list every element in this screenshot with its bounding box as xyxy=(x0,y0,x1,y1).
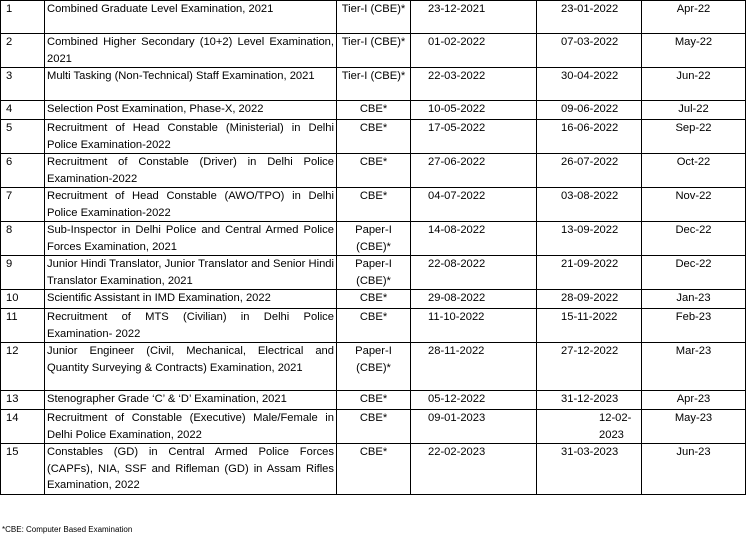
tier-cell: Paper-I (CBE)* xyxy=(337,222,411,256)
exam-name-cell: Recruitment of Head Constable (Ministerial) in Delhi Police Examination-2022 xyxy=(45,120,337,154)
closing-date-cell: 07-03-2022 xyxy=(537,34,642,68)
serial-number-cell: 4 xyxy=(1,101,45,120)
exam-month-cell: Apr-22 xyxy=(642,1,746,34)
notice-date-cell: 14-08-2022 xyxy=(411,222,537,256)
notice-date-cell: 05-12-2022 xyxy=(411,391,537,410)
notice-date-cell: 23-12-2021 xyxy=(411,1,537,34)
exam-month-cell: Sep-22 xyxy=(642,120,746,154)
notice-date-cell: 28-11-2022 xyxy=(411,343,537,391)
table-row xyxy=(1,68,746,101)
closing-date-cell: 30-04-2022 xyxy=(537,68,642,101)
serial-number-cell: 14 xyxy=(1,410,45,444)
exam-rows xyxy=(1,1,746,495)
exam-month-cell: Jun-23 xyxy=(642,444,746,495)
exam-name-cell: Junior Engineer (Civil, Mechanical, Electrical and Quantity Surveying & Contracts) Examination, 2021 xyxy=(45,343,337,391)
table-row xyxy=(1,154,746,188)
closing-date-cell: 28-09-2022 xyxy=(537,290,642,309)
closing-date-cell: 23-01-2022 xyxy=(537,1,642,34)
exam-name-cell: Selection Post Examination, Phase-X, 2022 xyxy=(45,101,337,120)
exam-month-cell: Jun-22 xyxy=(642,68,746,101)
closing-date-cell: 21-09-2022 xyxy=(537,256,642,290)
notice-date-cell: 04-07-2022 xyxy=(411,188,537,222)
exam-name-cell: Recruitment of MTS (Civilian) in Delhi Police Examination- 2022 xyxy=(45,309,337,343)
exam-month-cell: Apr-23 xyxy=(642,391,746,410)
exam-month-cell: Jul-22 xyxy=(642,101,746,120)
table-row xyxy=(1,34,746,68)
exam-name-cell: Combined Graduate Level Examination, 2021 xyxy=(45,1,337,34)
table-row xyxy=(1,101,746,120)
closing-date-cell: 16-06-2022 xyxy=(537,120,642,154)
exam-month-cell: May-22 xyxy=(642,34,746,68)
closing-date-cell: 31-03-2023 xyxy=(537,444,642,495)
exam-month-cell: Feb-23 xyxy=(642,309,746,343)
table-row xyxy=(1,290,746,309)
exam-name-cell: Scientific Assistant in IMD Examination, 2022 xyxy=(45,290,337,309)
serial-number-cell: 2 xyxy=(1,34,45,68)
tier-cell: CBE* xyxy=(337,410,411,444)
exam-name-cell: Stenographer Grade ‘C’ & ‘D’ Examination, 2021 xyxy=(45,391,337,410)
notice-date-cell: 22-08-2022 xyxy=(411,256,537,290)
exam-name-cell: Combined Higher Secondary (10+2) Level Examination, 2021 xyxy=(45,34,337,68)
exam-name-cell: Constables (GD) in Central Armed Police Forces (CAPFs), NIA, SSF and Rifleman (GD) in Assam Rifles Examination, 2022 xyxy=(45,444,337,495)
notice-date-cell: 01-02-2022 xyxy=(411,34,537,68)
notice-date-cell: 29-08-2022 xyxy=(411,290,537,309)
table-row xyxy=(1,444,746,495)
table-row xyxy=(1,343,746,391)
table-row xyxy=(1,188,746,222)
notice-date-cell: 17-05-2022 xyxy=(411,120,537,154)
serial-number-cell: 7 xyxy=(1,188,45,222)
notice-date-cell: 11-10-2022 xyxy=(411,309,537,343)
closing-date-cell: 31-12-2023 xyxy=(537,391,642,410)
tier-cell: Paper-I (CBE)* xyxy=(337,343,411,391)
tier-cell: Tier-I (CBE)* xyxy=(337,1,411,34)
footnote: *CBE: Computer Based Examination xyxy=(2,525,133,534)
exam-name-cell: Recruitment of Head Constable (AWO/TPO) in Delhi Police Examination-2022 xyxy=(45,188,337,222)
table-row xyxy=(1,222,746,256)
tier-cell: CBE* xyxy=(337,101,411,120)
exam-name-cell: Multi Tasking (Non-Technical) Staff Examination, 2021 xyxy=(45,68,337,101)
notice-date-cell: 27-06-2022 xyxy=(411,154,537,188)
tier-cell: CBE* xyxy=(337,444,411,495)
closing-date-cell: 13-09-2022 xyxy=(537,222,642,256)
serial-number-cell: 12 xyxy=(1,343,45,391)
table-row xyxy=(1,410,746,444)
table-row xyxy=(1,309,746,343)
notice-date-cell: 22-03-2022 xyxy=(411,68,537,101)
tier-cell: CBE* xyxy=(337,309,411,343)
serial-number-cell: 13 xyxy=(1,391,45,410)
closing-date-cell: 15-11-2022 xyxy=(537,309,642,343)
serial-number-cell: 8 xyxy=(1,222,45,256)
table-row xyxy=(1,391,746,410)
serial-number-cell: 15 xyxy=(1,444,45,495)
serial-number-cell: 9 xyxy=(1,256,45,290)
notice-date-cell: 22-02-2023 xyxy=(411,444,537,495)
exam-month-cell: Dec-22 xyxy=(642,256,746,290)
tier-cell: CBE* xyxy=(337,188,411,222)
tier-cell: CBE* xyxy=(337,154,411,188)
serial-number-cell: 6 xyxy=(1,154,45,188)
exam-name-cell: Recruitment of Constable (Driver) in Delhi Police Examination-2022 xyxy=(45,154,337,188)
tier-cell: Paper-I (CBE)* xyxy=(337,256,411,290)
closing-date-cell: 26-07-2022 xyxy=(537,154,642,188)
exam-month-cell: Dec-22 xyxy=(642,222,746,256)
table-row xyxy=(1,120,746,154)
exam-month-cell: Oct-22 xyxy=(642,154,746,188)
exam-month-cell: Mar-23 xyxy=(642,343,746,391)
table-row xyxy=(1,256,746,290)
notice-date-cell: 10-05-2022 xyxy=(411,101,537,120)
closing-date-cell: 27-12-2022 xyxy=(537,343,642,391)
serial-number-cell: 3 xyxy=(1,68,45,101)
exam-month-cell: May-23 xyxy=(642,410,746,444)
serial-number-cell: 1 xyxy=(1,1,45,34)
exam-month-cell: Nov-22 xyxy=(642,188,746,222)
exam-month-cell: Jan-23 xyxy=(642,290,746,309)
exam-name-cell: Junior Hindi Translator, Junior Translator and Senior Hindi Translator Examination, 2021 xyxy=(45,256,337,290)
closing-date-cell: 03-08-2022 xyxy=(537,188,642,222)
closing-date-cell: 12-02-2023 xyxy=(537,410,642,444)
serial-number-cell: 11 xyxy=(1,309,45,343)
table-row xyxy=(1,1,746,34)
exam-name-cell: Recruitment of Constable (Executive) Male/Female in Delhi Police Examination, 2022 xyxy=(45,410,337,444)
tier-cell: Tier-I (CBE)* xyxy=(337,34,411,68)
serial-number-cell: 5 xyxy=(1,120,45,154)
serial-number-cell: 10 xyxy=(1,290,45,309)
tier-cell: CBE* xyxy=(337,290,411,309)
closing-date-cell: 09-06-2022 xyxy=(537,101,642,120)
tier-cell: Tier-I (CBE)* xyxy=(337,68,411,101)
notice-date-cell: 09-01-2023 xyxy=(411,410,537,444)
tier-cell: CBE* xyxy=(337,391,411,410)
exam-name-cell: Sub-Inspector in Delhi Police and Central Armed Police Forces Examination, 2021 xyxy=(45,222,337,256)
tier-cell: CBE* xyxy=(337,120,411,154)
